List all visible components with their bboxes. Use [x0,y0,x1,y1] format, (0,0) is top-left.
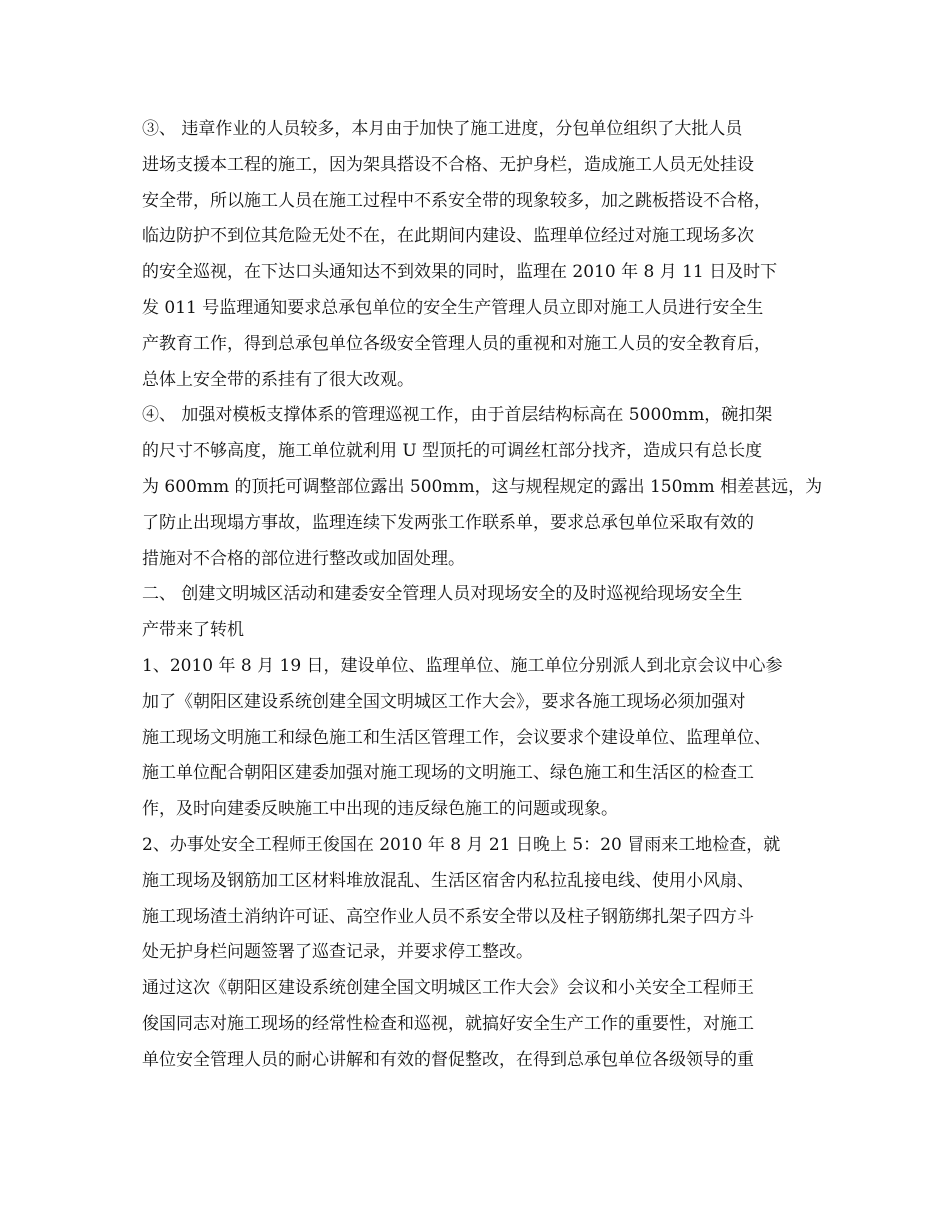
text-line: 施工单位配合朝阳区建委加强对施工现场的文明施工、绿色施工和生活区的检查工 [142,763,754,784]
text-line: 俊国同志对施工现场的经常性检查和巡视，就搞好安全生产工作的重要性，对施工 [142,1013,754,1034]
text-line: 加了《朝阳区建设系统创建全国文明城区工作大会》，要求各施工现场必须加强对 [142,691,746,712]
text-line: 的尺寸不够高度，施工单位就利用 U 型顶托的可调丝杠部分找齐，造成只有总长度 [142,441,763,462]
text-line: 单位安全管理人员的耐心讲解和有效的督促整改，在得到总承包单位各级领导的重 [142,1049,754,1070]
text-line: 为 600mm 的顶托可调整部位露出 500mm，这与规程规定的露出 150mm 相差甚远，为 [142,476,823,497]
text-line: ③、 违章作业的人员较多，本月由于加快了施工进度，分包单位组织了大批人员 [142,119,743,139]
text-line: 措施对不合格的部位进行整改或加固处理。 [142,548,465,569]
text-line: 产带来了转机 [142,620,244,641]
text-line: 施工现场渣土消纳许可证、高空作业人员不系安全带以及柱子钢筋绑扎架子四方斗 [142,906,754,927]
text-line: 发 011 号监理通知要求总承包单位的安全生产管理人员立即对施工人员进行安全生 [142,297,764,318]
text-line: 施工现场文明施工和绿色施工和生活区管理工作，会议要求个建设单位、监理单位、 [142,727,771,748]
text-line: 二、 创建文明城区活动和建委安全管理人员对现场安全的及时巡视给现场安全生 [142,584,743,605]
text-line: 的安全巡视，在下达口头通知达不到效果的同时，监理在 2010 年 8 月 11 日及时下 [142,262,778,283]
text-line: 2、办事处安全工程师王俊国在 2010 年 8 月 21 日晚上 5：20 冒雨来工地检查，就 [142,834,781,855]
text-line: 临边防护不到位其危险无处不在，在此期间内建设、监理单位经过对施工现场多次 [142,226,754,247]
text-line: 施工现场及钢筋加工区材料堆放混乱、生活区宿舍内私拉乱接电线、使用小风扇、 [142,870,754,891]
text-line: 安全带，所以施工人员在施工过程中不系安全带的现象较多，加之跳板搭设不合格， [142,190,771,211]
text-line: 产教育工作，得到总承包单位各级安全管理人员的重视和对施工人员的安全教育后， [142,333,771,354]
text-line: 处无护身栏问题签署了巡查记录，并要求停工整改。 [142,942,533,963]
text-line: 了防止出现塌方事故，监理连续下发两张工作联系单，要求总承包单位采取有效的 [142,512,754,533]
text-line: 作，及时向建委反映施工中出现的违反绿色施工的问题或现象。 [142,799,618,820]
text-line: 总体上安全带的系挂有了很大改观。 [142,369,414,390]
text-line: ④、 加强对模板支撑体系的管理巡视工作，由于首层结构标高在 5000mm，碗扣架 [142,405,773,426]
text-line: 1、2010 年 8 月 19 日，建设单位、监理单位、施工单位分别派人到北京会议中心参 [142,655,783,676]
body-text [142,112,850,1079]
text-line: 进场支援本工程的施工，因为架具搭设不合格、无护身栏，造成施工人员无处挂设 [142,154,754,175]
text-line: 通过这次《朝阳区建设系统创建全国文明城区工作大会》会议和小关安全工程师王 [142,978,754,999]
